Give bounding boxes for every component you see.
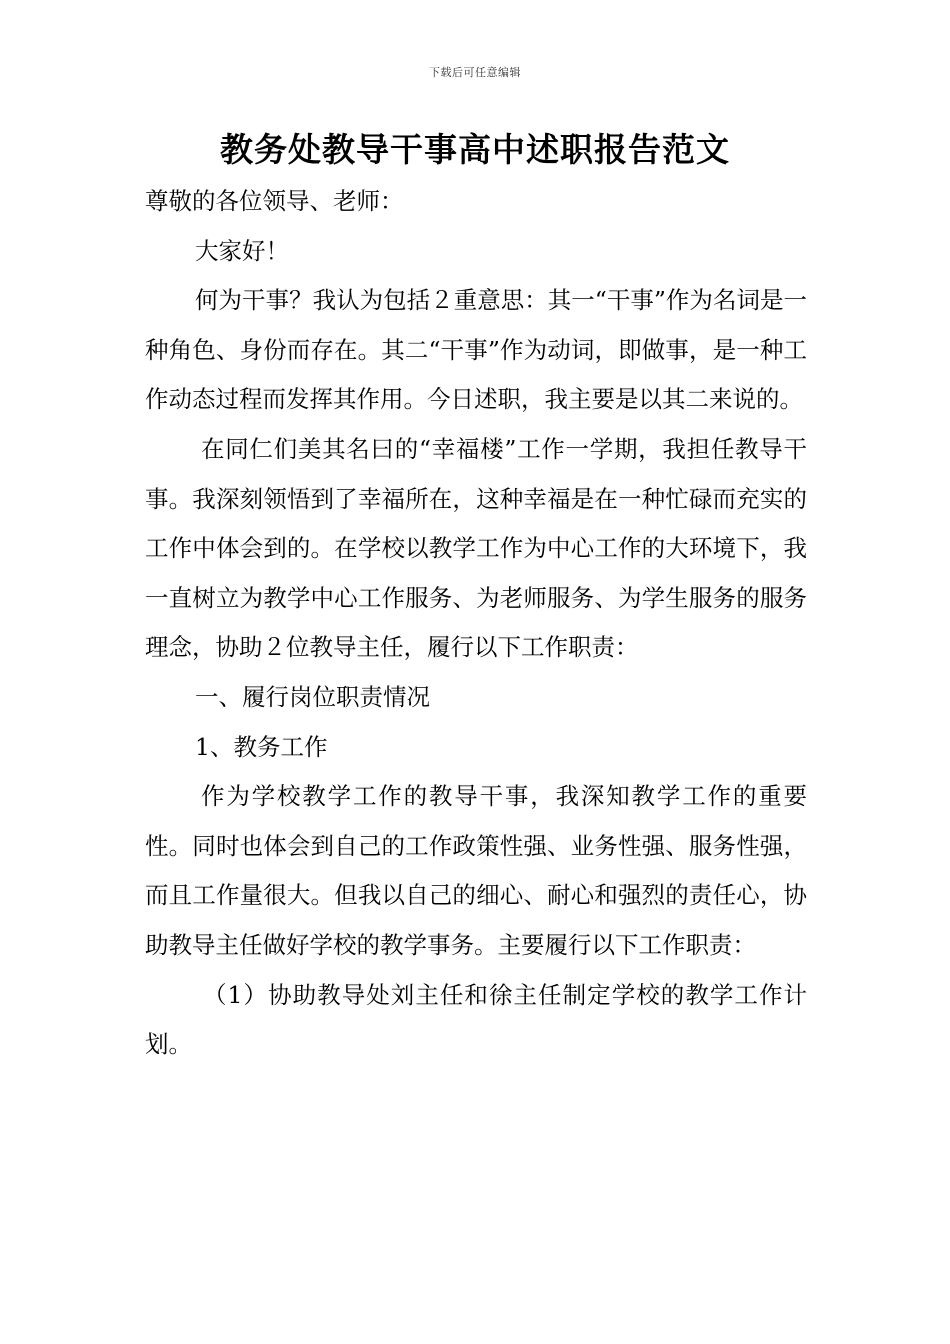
subsection-heading: 1、教务工作 <box>195 732 328 761</box>
paragraph-duties: 作为学校教学工作的教导干事，我深知教学工作的重要性。同时也体会到自己的工作政策性强、业务性强、服务性强，而且工作量很大。但我以自己的细心、耐心和强烈的责任心，协助教导主任做好学校的教学事务。主要履行以下工作职责： <box>145 782 807 959</box>
section-heading: 一、履行岗位职责情况 <box>195 682 430 711</box>
document-body <box>145 177 807 1070</box>
greeting: 大家好！ <box>195 236 289 265</box>
paragraph-happiness: 在同仁们美其名曰的“幸福楼”工作一学期，我担任教导干事。我深刻领悟到了幸福所在，这种幸福是在一种忙碌而充实的工作中体会到的。在学校以教学工作为中心工作的大环境下，我一直树立为教学中心工作服务、为老师服务、为学生服务的服务理念，协助２位教导主任，履行以下工作职责： <box>145 434 807 662</box>
salutation: 尊敬的各位领导、老师： <box>145 187 404 215</box>
paragraph-intro: 何为干事？我认为包括２重意思：其一“干事”作为名词是一种角色、身份而存在。其二“干事”作为动词，即做事，是一种工作动态过程而发挥其作用。今日述职，我主要是以其二来说的。 <box>145 286 807 414</box>
document-title: 教务处教导干事高中述职报告范文 <box>220 130 730 169</box>
list-item: （1）协助教导处刘主任和徐主任制定学校的教学工作计划。 <box>145 980 807 1059</box>
header-note: 下载后可任意编辑 <box>429 66 521 79</box>
